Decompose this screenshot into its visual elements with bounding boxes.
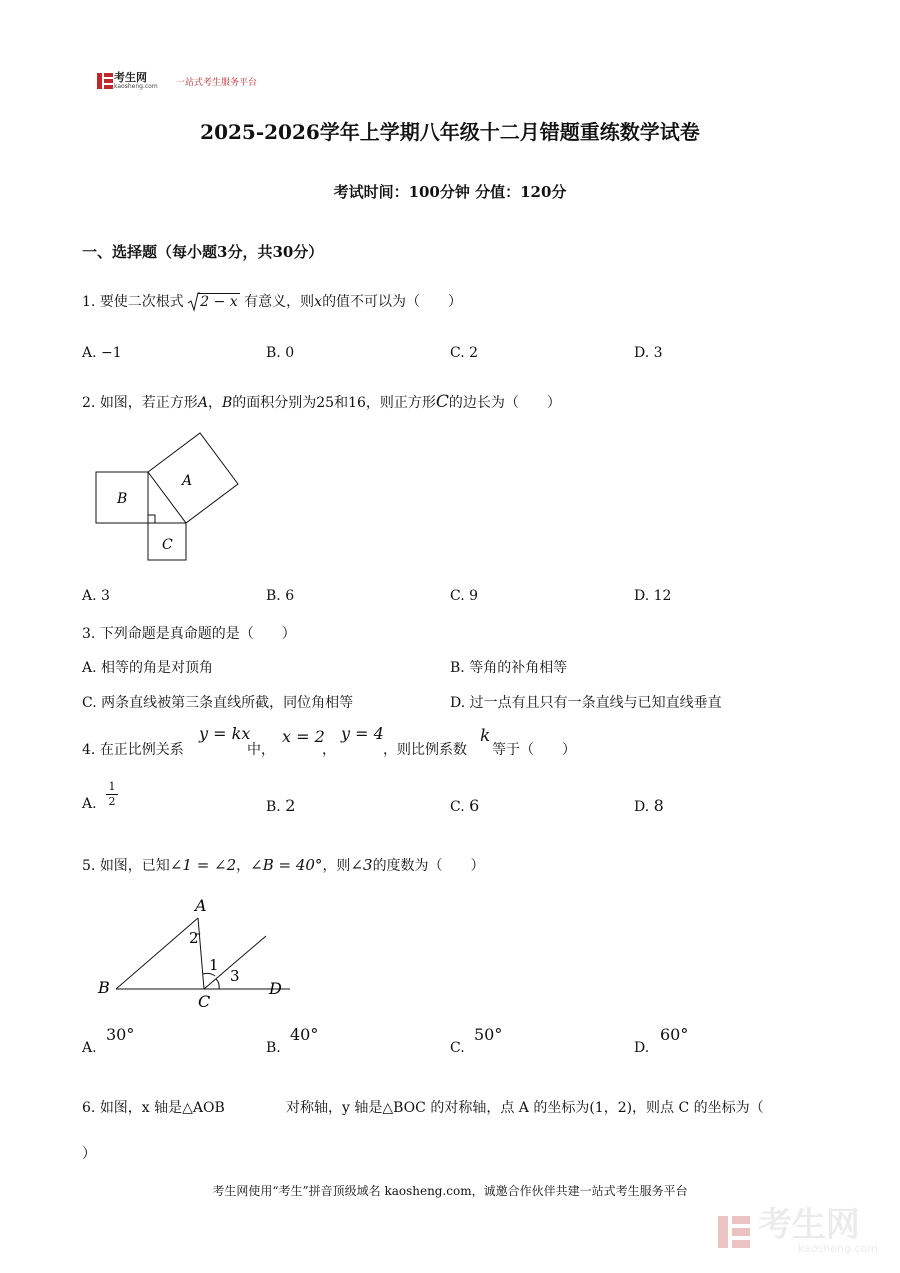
q2-number: 2. bbox=[82, 395, 96, 411]
logo-slogan: 一站式考生服务平台 bbox=[176, 77, 258, 88]
label-a: A bbox=[182, 473, 193, 489]
q5-c-value: 50° bbox=[474, 1025, 503, 1044]
q2-n2: 16 bbox=[348, 395, 366, 411]
q2-text-post: 的边长为（ ） bbox=[448, 395, 561, 411]
q5-option-a: A. bbox=[82, 1040, 97, 1056]
q4-a-numerator: 1 bbox=[106, 780, 118, 795]
q6-number: 6. bbox=[82, 1100, 96, 1116]
q2-sep: ， bbox=[207, 395, 222, 411]
arc-3 bbox=[216, 979, 219, 989]
q2-figure bbox=[90, 428, 250, 568]
q4-c-letter: C. bbox=[450, 799, 465, 815]
question-4 bbox=[82, 739, 184, 759]
q2-and: 和 bbox=[334, 395, 349, 411]
line-ac bbox=[198, 918, 204, 989]
q5-m2: ，则 bbox=[322, 858, 351, 874]
label-c: C bbox=[162, 537, 173, 553]
q4-a-letter: A. bbox=[82, 796, 97, 812]
q4-m1: 中， bbox=[247, 742, 275, 758]
question-3 bbox=[82, 623, 296, 643]
q2-option-a: A. 3 bbox=[82, 588, 110, 604]
question-1 bbox=[82, 291, 462, 311]
question-2 bbox=[82, 392, 561, 412]
label-b: B bbox=[98, 978, 110, 997]
q3-option-a bbox=[82, 657, 213, 677]
q3-option-d bbox=[450, 692, 722, 712]
q2-a: A bbox=[197, 395, 208, 411]
q2-n1: 25 bbox=[316, 395, 335, 411]
q2-text-mid: 的面积分别为 bbox=[232, 395, 317, 411]
q6-part2: 对称轴，y 轴是△BOC 的对称轴，点 A 的坐标为(1，2)，则点 C 的坐标为（ bbox=[286, 1100, 764, 1116]
q5-eq2: ∠B = 40° bbox=[250, 856, 323, 874]
q5-eq3: ∠3 bbox=[350, 856, 373, 874]
q1-option-b: B. 0 bbox=[266, 345, 295, 361]
q5-option-d: D. bbox=[634, 1040, 650, 1056]
q4-option-a bbox=[82, 796, 97, 812]
q5-number: 5. bbox=[82, 858, 96, 874]
q5-post: 的度数为（ ） bbox=[372, 858, 485, 874]
watermark bbox=[716, 1205, 878, 1255]
header-logo bbox=[96, 72, 257, 90]
q4-m3: ，则比例系数 bbox=[383, 742, 467, 758]
q3-b-text: 等角的补角相等 bbox=[469, 660, 568, 676]
q2-b: B bbox=[221, 395, 233, 411]
q3-number: 3. bbox=[82, 626, 96, 642]
q1-radical bbox=[188, 294, 239, 310]
label-3: 3 bbox=[230, 967, 240, 985]
q4-option-d bbox=[634, 796, 664, 815]
right-angle-mark bbox=[148, 515, 155, 523]
q4-b-value: 2 bbox=[285, 796, 296, 815]
q5-m1: ， bbox=[236, 858, 251, 874]
q5-d-value: 60° bbox=[660, 1025, 689, 1044]
q4-k: k bbox=[480, 726, 491, 746]
watermark-en: kaosheng.com bbox=[797, 1242, 878, 1255]
label-d: D bbox=[269, 979, 282, 998]
square-a bbox=[148, 433, 238, 523]
q1-text-mid: 有意义，则 bbox=[244, 294, 315, 310]
q4-post: 等于（ ） bbox=[492, 742, 576, 758]
question-5 bbox=[82, 855, 485, 875]
q5-text-pre: 如图，已知 bbox=[99, 858, 170, 874]
q1-text-post: 的值不可以为（ ） bbox=[322, 294, 463, 310]
q4-b-letter: B. bbox=[266, 799, 281, 815]
q4-a-fraction bbox=[106, 780, 118, 809]
watermark-cn: 考生网 bbox=[757, 1205, 860, 1245]
line-ba bbox=[116, 918, 198, 989]
question-6 bbox=[82, 1097, 225, 1117]
q1-option-d: D. 3 bbox=[634, 345, 663, 361]
logo-cn: 考生网 bbox=[114, 71, 147, 84]
q4-eq2: x = 2 bbox=[282, 727, 325, 746]
logo-en: kaosheng.com bbox=[114, 83, 158, 90]
q4-d-value: 8 bbox=[653, 796, 664, 815]
q5-option-c: C. bbox=[450, 1040, 465, 1056]
q5-figure bbox=[92, 890, 292, 1015]
q1-number: 1. bbox=[82, 294, 96, 310]
q5-a-value: 30° bbox=[106, 1025, 135, 1044]
q1-option-c: C. 2 bbox=[450, 345, 479, 361]
q2-option-c: C. 9 bbox=[450, 588, 479, 604]
label-b: B bbox=[117, 491, 128, 507]
q5-eq1: ∠1 = ∠2 bbox=[169, 856, 237, 874]
q5-b-value: 40° bbox=[290, 1025, 319, 1044]
page-title: 2025-2026学年上学期八年级十二月错题重练数学试卷 bbox=[200, 120, 700, 144]
label-c: C bbox=[198, 992, 211, 1011]
q3-b-letter: B. bbox=[450, 660, 465, 676]
logo-icon bbox=[96, 72, 114, 90]
q5-option-b: B. bbox=[266, 1040, 281, 1056]
exam-info: 考试时间：100分钟 分值：120分 bbox=[333, 183, 567, 201]
q2-text-mid2: ，则正方形 bbox=[365, 395, 436, 411]
q4-d-letter: D. bbox=[634, 799, 650, 815]
q3-option-c bbox=[82, 692, 353, 712]
q4-text-pre: 在正比例关系 bbox=[99, 742, 184, 758]
q6-line2: ） bbox=[82, 1146, 96, 1162]
q4-option-b bbox=[266, 796, 295, 815]
label-a: A bbox=[195, 896, 207, 915]
q4-m2: ， bbox=[322, 742, 336, 758]
q3-d-text: 过一点有且只有一条直线与已知直线垂直 bbox=[469, 695, 722, 711]
q1-text-pre: 要使二次根式 bbox=[99, 294, 184, 310]
q2-option-b: B. 6 bbox=[266, 588, 295, 604]
q6-part1: 如图，x 轴是△AOB bbox=[99, 1100, 225, 1116]
label-1: 1 bbox=[209, 956, 219, 974]
q4-c-value: 6 bbox=[469, 796, 480, 815]
q4-option-c bbox=[450, 796, 479, 815]
q3-text: 下列命题是真命题的是（ ） bbox=[99, 626, 296, 642]
label-2: 2 bbox=[189, 929, 199, 947]
q3-d-letter: D. bbox=[450, 695, 466, 711]
q4-eq1: y = kx bbox=[199, 724, 251, 743]
watermark-logo-icon bbox=[716, 1214, 752, 1250]
q4-a-denominator: 2 bbox=[108, 795, 116, 808]
page-footer: 考生网使用“考生”拼音顶级域名 kaosheng.com，诚邀合作伙伴共建一站式考生服务平台 bbox=[212, 1184, 688, 1198]
section-heading: 一、选择题（每小题3分，共30分） bbox=[82, 243, 324, 261]
q3-option-b bbox=[450, 657, 567, 677]
q4-number: 4. bbox=[82, 742, 96, 758]
q2-c: C bbox=[435, 392, 449, 412]
q1-option-a: A. −1 bbox=[82, 345, 122, 361]
q3-a-text: 相等的角是对顶角 bbox=[101, 660, 214, 676]
q3-a-letter: A. bbox=[82, 660, 97, 676]
q1-var: x bbox=[314, 294, 323, 310]
q3-c-letter: C. bbox=[82, 695, 97, 711]
q2-option-d: D. 12 bbox=[634, 588, 672, 604]
q3-c-text: 两条直线被第三条直线所截，同位角相等 bbox=[101, 695, 354, 711]
q4-eq3: y = 4 bbox=[341, 724, 384, 743]
q1-radicand: 2 − x bbox=[200, 294, 238, 310]
q2-text-pre: 如图，若正方形 bbox=[99, 395, 198, 411]
sqrt-icon bbox=[188, 292, 200, 312]
